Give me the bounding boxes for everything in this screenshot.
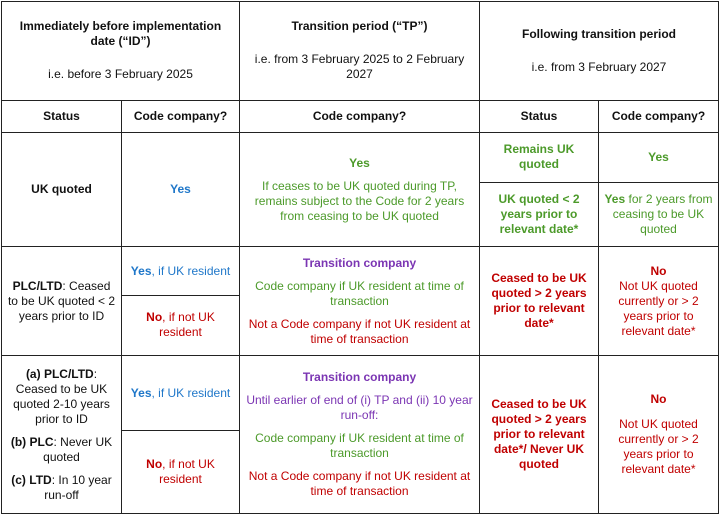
header-following-sub: i.e. from 3 February 2027 <box>531 59 667 74</box>
after-code-uk-lt2 <box>599 183 719 247</box>
status-a <box>7 367 116 427</box>
status-b <box>7 435 116 465</box>
status-c <box>7 473 116 503</box>
tp-uk-quoted <box>240 132 480 247</box>
code-plc-yes-bold: Yes <box>130 263 152 278</box>
header-following <box>480 2 719 101</box>
tp-abc-line0: Until earlier of end of (i) TP and (ii) 10 year run-off: <box>246 393 473 423</box>
after-code-plc-no: No <box>650 263 667 278</box>
tp-uk-yes: Yes <box>349 155 370 170</box>
after-code-plc-text: Not UK quoted currently or > 2 years prior to relevant date* <box>618 278 699 338</box>
after-code-uk-lt2-text: for 2 years from ceasing to be UK quoted <box>612 192 713 237</box>
tp-plc <box>240 247 480 356</box>
status-c-bold: (c) LTD <box>11 472 52 487</box>
tp-abc-line1: Code company if UK resident at time of transaction <box>255 431 464 461</box>
tp-abc <box>240 356 480 514</box>
status-a-bold: (a) PLC/LTD <box>25 366 94 381</box>
after-code-uk-lt2-yes: Yes <box>604 192 626 207</box>
code-abc-yes <box>122 356 240 431</box>
code-uk-quoted-before: Yes <box>122 132 240 247</box>
after-code-abc <box>599 356 719 514</box>
header-before-id <box>2 2 240 101</box>
tp-uk-text: If ceases to be UK quoted during TP, remains subject to the Code for 2 years from ceasing to be UK quoted <box>254 178 465 223</box>
tp-abc-line2: Not a Code company if not UK resident at time of transaction <box>248 469 471 499</box>
header-row <box>2 2 719 101</box>
row-uk-quoted-a <box>2 132 719 182</box>
after-code-abc-text: Not UK quoted currently or > 2 years prior to relevant date* <box>618 417 699 477</box>
code-abc-no <box>122 431 240 514</box>
status-plc-ltd <box>2 247 122 356</box>
code-abc-no-text: , if not UK resident <box>159 457 215 487</box>
header-before-id-title: Immediately before implementation date (“ID”) <box>19 19 222 49</box>
row-abc-a <box>2 356 719 431</box>
tp-plc-title: Transition company <box>302 255 417 270</box>
row-plc-a <box>2 247 719 295</box>
tp-plc-line2: Not a Code company if not UK resident at time of transaction <box>248 316 471 346</box>
code-abc-yes-bold: Yes <box>130 385 152 400</box>
subheader-code-after: Code company? <box>599 100 719 132</box>
after-status-remains-uk: Remains UK quoted <box>480 132 599 182</box>
status-abc <box>2 356 122 514</box>
header-before-id-sub: i.e. before 3 February 2025 <box>48 67 193 82</box>
code-plc-no-text: , if not UK resident <box>159 310 215 340</box>
after-code-plc <box>599 247 719 356</box>
subheader-code-before: Code company? <box>122 100 240 132</box>
status-c-text: : In 10 year run-off <box>44 472 112 502</box>
code-abc-no-bold: No <box>146 457 163 472</box>
subheader-row <box>2 100 719 132</box>
after-code-abc-no: No <box>650 392 667 407</box>
code-plc-no-bold: No <box>146 310 163 325</box>
after-status-plc: Ceased to be UK quoted > 2 years prior to relevant date* <box>480 247 599 356</box>
header-transition-period <box>240 2 480 101</box>
status-plc-text: : Ceased to be UK quoted < 2 years prior to ID <box>7 278 116 323</box>
tp-plc-line1: Code company if UK resident at time of transaction <box>255 278 464 308</box>
header-following-title: Following transition period <box>522 26 676 41</box>
status-b-bold: (b) PLC <box>10 434 54 449</box>
code-plc-yes-text: , if UK resident <box>151 263 231 278</box>
after-code-remains-uk: Yes <box>599 132 719 182</box>
status-uk-quoted: UK quoted <box>2 132 122 247</box>
code-plc-no <box>122 295 240 355</box>
tp-abc-title: Transition company <box>302 370 417 385</box>
subheader-status-after: Status <box>480 100 599 132</box>
code-abc-yes-text: , if UK resident <box>151 385 231 400</box>
status-plc-bold: PLC/LTD <box>12 278 63 293</box>
header-transition-sub: i.e. from 3 February 2025 to 2 February 2027 <box>254 52 465 82</box>
after-status-uk-lt2: UK quoted < 2 years prior to relevant date* <box>480 183 599 247</box>
subheader-code-tp: Code company? <box>240 100 480 132</box>
status-b-text: : Never UK quoted <box>43 434 113 464</box>
subheader-status-before: Status <box>2 100 122 132</box>
after-status-abc: Ceased to be UK quoted > 2 years prior to relevant date*/ Never UK quoted <box>480 356 599 514</box>
transition-table <box>1 1 719 514</box>
status-a-text: : Ceased to be UK quoted 2-10 years prior to ID <box>13 366 110 426</box>
code-plc-yes <box>122 247 240 295</box>
header-transition-title: Transition period (“TP”) <box>291 19 428 34</box>
